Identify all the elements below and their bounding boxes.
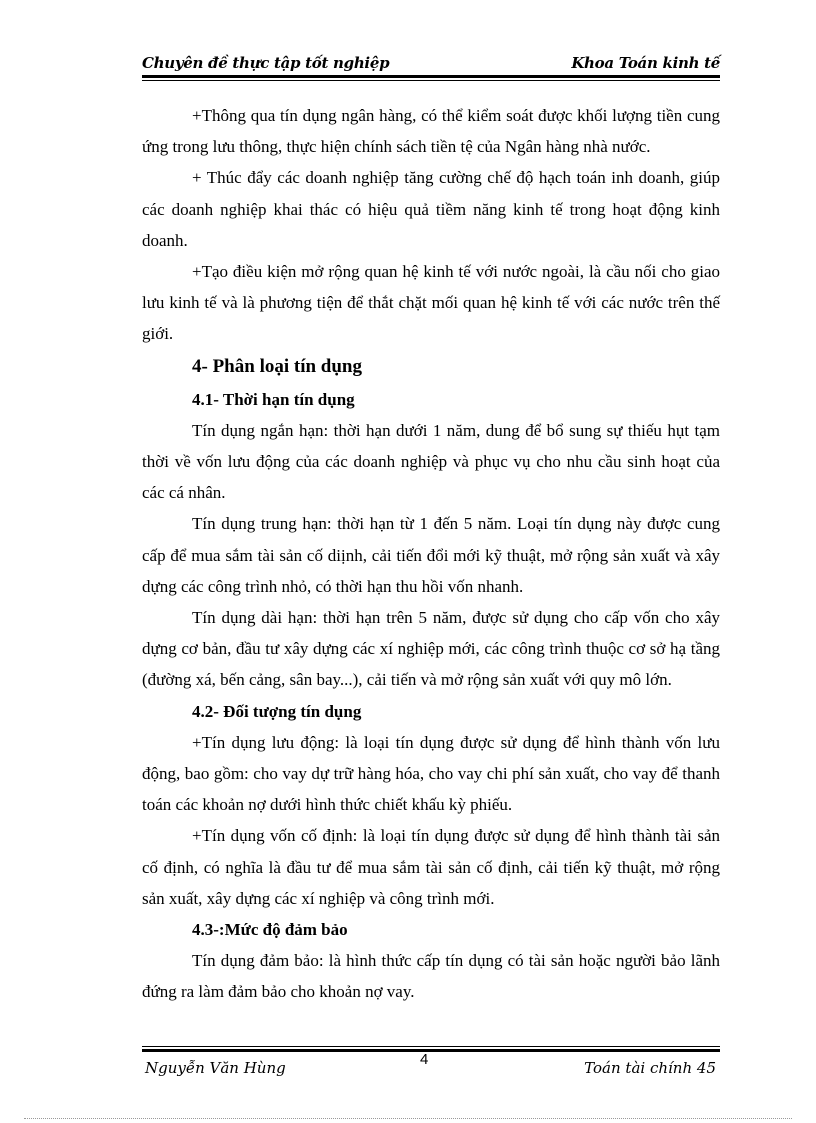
subsection-heading: 4.3-:Mức độ đảm bảo — [192, 920, 348, 940]
paragraph: Tín dụng đảm bảo: là hình thức cấp tín dụng có tài sản hoặc người bảo lãnh đứng ra làm đảm bảo cho khoản nợ vay. — [142, 951, 720, 1002]
paragraph: +Tín dụng lưu động: là loại tín dụng được sử dụng để hình thành vốn lưu động, bao gồm: cho vay dự trữ hàng hóa, cho vay chi phí sản xuất, cho vay để thanh toán các khoản nợ dưới hình thức chiết khấu kỳ phiếu. — [142, 732, 720, 815]
header-title-left: Chuyên đề thực tập tốt nghiệp — [142, 54, 390, 72]
section-heading: 4- Phân loại tín dụng — [192, 355, 362, 377]
paragraph: +Thông qua tín dụng ngân hàng, có thể kiểm soát được khối lượng tiền cung ứng trong lưu thông, thực hiện chính sách tiền tệ của Ngân hàng nhà nước. — [142, 106, 720, 157]
footer-divider-thin — [142, 1046, 720, 1047]
subsection-heading: 4.2- Đối tượng tín dụng — [192, 701, 362, 721]
paragraph: +Tín dụng vốn cố định: là loại tín dụng được sử dụng để hình thành tài sản cố định, có nghĩa là đầu tư để mua sắm tài sản cố định, cải tiến kỹ thuật, mở rộng sản xuất, xây dựng các xí nghiệp và công trình mới. — [142, 826, 720, 908]
paragraph: Tín dụng dài hạn: thời hạn trên 5 năm, được sử dụng cho cấp vốn cho xây dựng cơ bản, đầu tư xây dựng các xí nghiệp mới, các công trình thuộc cơ sở hạ tầng (đường xá, bến cảng, sân bay...), cải tiến và mở rộng sản xuất với quy mô lớn. — [142, 608, 720, 690]
header-divider-thick — [142, 75, 720, 78]
footer-author: Nguyễn Văn Hùng — [145, 1059, 286, 1077]
footer-class: Toán tài chính 45 — [584, 1059, 716, 1077]
page-header — [142, 48, 720, 78]
footer-divider-thick — [142, 1049, 720, 1052]
header-title-right: Khoa Toán kinh tế — [571, 54, 720, 72]
paragraph: Tín dụng trung hạn: thời hạn từ 1 đến 5 năm. Loại tín dụng này được cung cấp để mua sắm tài sản cố diịnh, cải tiến đổi mới kỹ thuật, mở rộng sản xuất và xây dựng các công trình nhỏ, có thời hạn thu hồi vốn nhanh. — [142, 514, 720, 596]
paragraph: Tín dụng ngắn hạn: thời hạn dưới 1 năm, dung để bổ sung sự thiếu hụt tạm thời về vốn lưu động của các doanh nghiệp và phục vụ cho nhu cầu sinh hoạt của các cá nhân. — [142, 420, 720, 503]
paragraph: + Thúc đẩy các doanh nghiệp tăng cường chế độ hạch toán inh doanh, giúp các doanh nghiệp khai thác có hiệu quả tiềm năng kinh tế trong hoạt động kinh doanh. — [142, 168, 720, 250]
subsection-heading: 4.1- Thời hạn tín dụng — [192, 389, 355, 409]
paragraph: +Tạo điều kiện mở rộng quan hệ kinh tế với nước ngoài, là cầu nối cho giao lưu kinh tế và là phương tiện để thắt chặt mối quan hệ kinh tế với các nước trên thế giới. — [142, 262, 720, 344]
header-divider-thin — [142, 80, 720, 81]
page-bottom-edge — [24, 1118, 792, 1119]
page-number: 4 — [420, 1051, 429, 1068]
document-body — [142, 100, 720, 1008]
